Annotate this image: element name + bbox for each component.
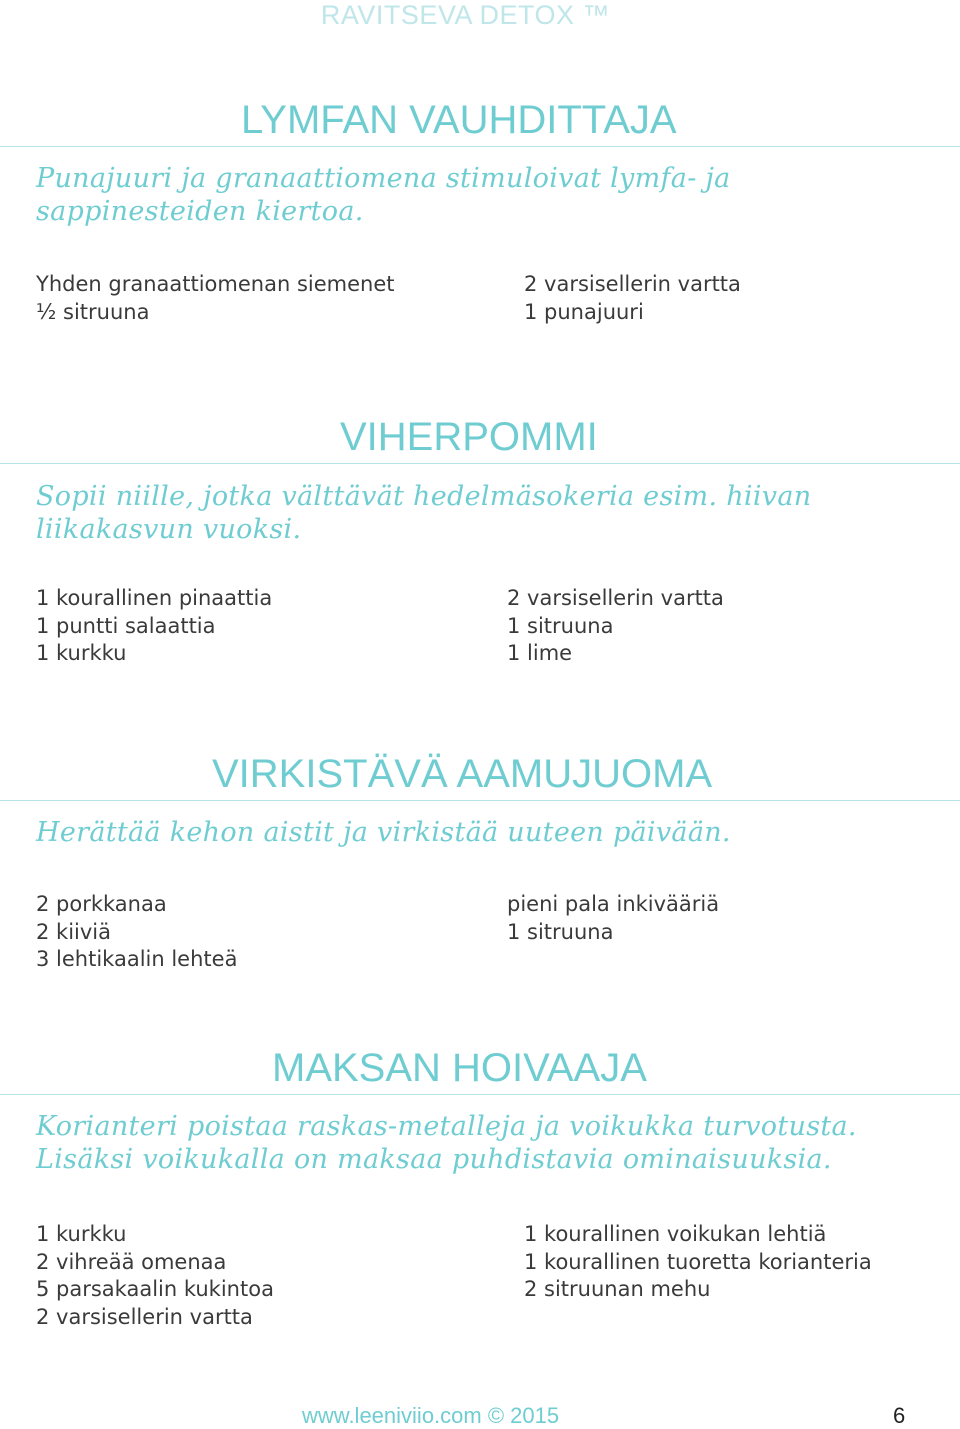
page-number: 6 bbox=[893, 1403, 906, 1428]
recipe-intro: Sopii niille, jotka välttävät hedelmäsokeria esim. hiivan liikakasvun vuoksi. bbox=[36, 481, 812, 545]
divider bbox=[0, 463, 960, 464]
ingredients-left bbox=[36, 1221, 274, 1331]
ingredient-item: 1 punajuuri bbox=[524, 299, 644, 324]
recipe-title: LYMFAN VAUHDITTAJA bbox=[241, 98, 677, 142]
ingredient-item: 1 kurkku bbox=[36, 641, 127, 665]
ingredient-item: 5 parsakaalin kukintoa bbox=[36, 1277, 274, 1301]
ingredient-item: Yhden granaattiomenan siemenet bbox=[36, 272, 395, 296]
ingredients-left bbox=[36, 271, 394, 326]
ingredient-item: 2 kiiviä bbox=[36, 919, 111, 944]
recipe-intro: Punajuuri ja granaattiomena stimuloivat lymfa- ja sappinesteiden kiertoa. bbox=[36, 163, 731, 227]
ingredient-item: 2 varsisellerin vartta bbox=[36, 1304, 253, 1329]
recipe-title: VIRKISTÄVÄ AAMUJUOMA bbox=[212, 752, 713, 796]
ingredient-item: 1 kurkku bbox=[36, 1222, 127, 1246]
ingredients-right bbox=[507, 891, 719, 946]
ingredient-item: 2 varsisellerin vartta bbox=[524, 272, 741, 296]
ingredient-item: 1 sitruuna bbox=[507, 613, 614, 638]
ingredient-item: 2 vihreää omenaa bbox=[36, 1249, 227, 1274]
recipe-intro: Herättää kehon aistit ja virkistää uuteen päivään. bbox=[36, 817, 731, 848]
divider bbox=[0, 800, 960, 801]
ingredient-item: ½ sitruuna bbox=[36, 299, 150, 324]
ingredient-item: 2 varsisellerin vartta bbox=[507, 586, 724, 610]
ingredient-item: 1 kourallinen voikukan lehtiä bbox=[524, 1222, 827, 1246]
ingredient-item: 3 lehtikaalin lehteä bbox=[36, 947, 238, 971]
ingredient-item: 1 puntti salaattia bbox=[36, 613, 216, 638]
ingredient-item: 1 sitruuna bbox=[507, 919, 614, 944]
divider bbox=[0, 1094, 960, 1095]
ingredient-item: 1 kourallinen pinaattia bbox=[36, 586, 273, 610]
ingredient-item: pieni pala inkivääriä bbox=[507, 892, 720, 916]
ingredients-right bbox=[524, 271, 741, 326]
footer-url-link[interactable]: www.leeniviio.com © 2015 bbox=[302, 1403, 560, 1428]
ingredient-item: 2 sitruunan mehu bbox=[524, 1277, 711, 1301]
brand-title: RAVITSEVA DETOX ™ bbox=[320, 0, 610, 30]
recipe-intro: Korianteri poistaa raskas-metalleja ja voikukka turvotusta. Lisäksi voikukalla on maksaa puhdistavia ominaisuuksia. bbox=[36, 1111, 857, 1175]
ingredient-item: 1 kourallinen tuoretta korianteria bbox=[524, 1249, 872, 1274]
ingredients-right bbox=[524, 1221, 872, 1304]
recipe-title: MAKSAN HOIVAAJA bbox=[272, 1046, 647, 1090]
ingredients-left bbox=[36, 585, 272, 668]
ingredients-right bbox=[507, 585, 724, 668]
ingredient-item: 1 lime bbox=[507, 641, 573, 665]
divider bbox=[0, 146, 960, 147]
recipe-title: VIHERPOMMI bbox=[340, 415, 598, 459]
ingredient-item: 2 porkkanaa bbox=[36, 892, 167, 916]
ingredients-left bbox=[36, 891, 237, 974]
